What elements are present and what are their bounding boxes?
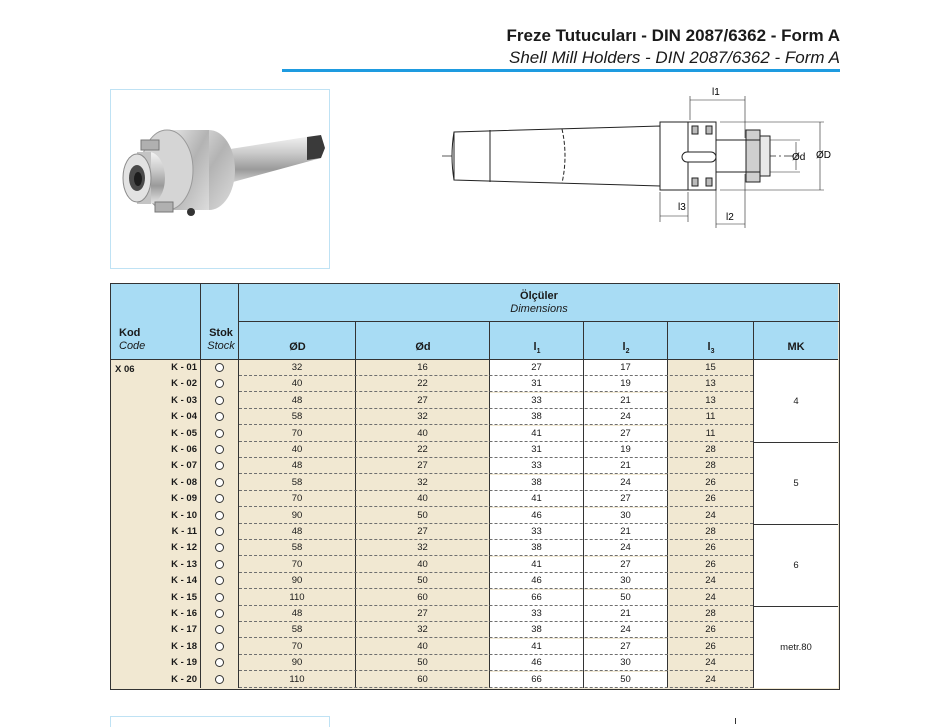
cell-d: 32	[417, 411, 428, 423]
cell-l3: 13	[705, 394, 716, 406]
cell-l2: 24	[584, 475, 667, 491]
stock-circle-icon	[215, 445, 224, 454]
col-header-D: ØD	[289, 341, 306, 353]
cell-d: 60	[417, 591, 428, 603]
row-code: K - 09	[171, 493, 197, 505]
cell-l2: 24	[584, 622, 667, 638]
cell-D: 58	[291, 411, 303, 423]
cell-l3: 28	[705, 608, 716, 619]
l2-label: l2	[726, 212, 734, 223]
dimensions-header: Ölçüler	[520, 290, 558, 302]
cell-D: 70	[291, 640, 303, 652]
table-row	[111, 376, 838, 392]
cell-l3: 28	[705, 526, 716, 537]
cell-d: 27	[417, 460, 428, 472]
cell-d: 27	[417, 608, 428, 619]
cell-l1: 38	[490, 622, 583, 638]
row-code: K - 17	[171, 624, 197, 636]
cell-d: 40	[417, 493, 428, 505]
col-header-l2: $l_2$	[622, 341, 630, 356]
stock-circle-icon	[215, 379, 224, 388]
cell-D: 48	[291, 608, 303, 619]
cell-l2: 19	[584, 442, 667, 458]
cell-D: 48	[291, 460, 303, 472]
page-mark	[735, 718, 736, 724]
cell-d: 32	[417, 476, 428, 488]
cell-l2: 21	[584, 524, 667, 540]
cell-l1: 33	[490, 393, 583, 409]
table-row	[111, 606, 838, 622]
row-code: K - 02	[171, 378, 197, 390]
cell-l3: 26	[705, 640, 716, 652]
col-header-l1: $l_1$	[533, 341, 541, 356]
cell-D: 90	[291, 509, 303, 521]
cell-D: 32	[291, 362, 303, 373]
cell-l1: 33	[490, 524, 583, 540]
cell-l1: 41	[490, 639, 583, 655]
stock-circle-icon	[215, 429, 224, 438]
product-photo	[110, 89, 330, 269]
cell-d: 60	[417, 673, 428, 685]
cell-d: 16	[417, 362, 428, 373]
table-row	[111, 672, 838, 688]
code-header-en: Code	[119, 340, 146, 352]
cell-l3: 15	[705, 362, 716, 373]
cell-l1: 41	[490, 491, 583, 507]
cell-l3: 24	[705, 657, 716, 669]
cell-l3: 26	[705, 624, 716, 636]
cell-l2: 27	[584, 557, 667, 573]
cell-l1: 38	[490, 409, 583, 425]
cell-d: 40	[417, 640, 428, 652]
cell-l2: 30	[584, 508, 667, 524]
cell-l1: 38	[490, 540, 583, 556]
cell-l1: 31	[490, 376, 583, 392]
cell-l3: 26	[705, 493, 716, 505]
cell-l1: 33	[490, 606, 583, 622]
cell-l1: 41	[490, 426, 583, 442]
table-row	[111, 491, 838, 507]
cell-d: 50	[417, 509, 428, 521]
cell-d: 32	[417, 624, 428, 636]
row-code: K - 01	[171, 362, 197, 373]
table-row	[111, 360, 838, 376]
table-row	[111, 393, 838, 409]
cell-l3: 28	[705, 460, 716, 472]
table-row	[111, 655, 838, 671]
cell-l3: 24	[705, 575, 716, 587]
stock-circle-icon	[215, 494, 224, 503]
dimension-drawing	[440, 82, 840, 230]
stock-circle-icon	[215, 560, 224, 569]
stock-circle-icon	[215, 658, 224, 667]
table-row	[111, 508, 838, 524]
row-code: K - 13	[171, 558, 197, 570]
stock-circle-icon	[215, 675, 224, 684]
table-row	[111, 590, 838, 606]
cell-d: 27	[417, 526, 428, 537]
cell-l2: 21	[584, 458, 667, 474]
cell-l2: 17	[584, 360, 667, 376]
cell-d: 22	[417, 444, 428, 455]
row-code: K - 20	[171, 673, 197, 685]
page-title: Freze Tutucuları - DIN 2087/6362 - Form A	[506, 26, 840, 45]
cell-l2: 24	[584, 540, 667, 556]
col-header-l3: $l_3$	[707, 341, 715, 356]
cell-l2: 27	[584, 491, 667, 507]
stock-circle-icon	[215, 396, 224, 405]
cell-l1: 33	[490, 458, 583, 474]
cell-D: 58	[291, 624, 303, 636]
col-header-mk: MK	[787, 341, 805, 353]
shell-mill-holder-image	[111, 90, 329, 268]
row-code: K - 08	[171, 476, 197, 488]
cell-l1: 46	[490, 508, 583, 524]
code-header: Kod	[119, 327, 141, 339]
cell-l1: 38	[490, 475, 583, 491]
cell-l3: 24	[705, 591, 716, 603]
cell-l2: 50	[584, 672, 667, 688]
stock-circle-icon	[215, 511, 224, 520]
cell-l3: 28	[705, 444, 716, 455]
cell-D: 48	[291, 394, 303, 406]
cell-D: 70	[291, 427, 303, 439]
cell-d: 50	[417, 657, 428, 669]
table-row	[111, 622, 838, 638]
row-code: K - 14	[171, 575, 197, 587]
cell-l2: 30	[584, 655, 667, 671]
stock-circle-icon	[215, 363, 224, 372]
cell-l3: 11	[705, 427, 716, 439]
cell-D: 90	[291, 575, 303, 587]
cell-l3: 13	[705, 378, 716, 390]
row-code: K - 06	[171, 444, 197, 455]
cell-D: 58	[291, 476, 303, 488]
stock-circle-icon	[215, 576, 224, 585]
table-row	[111, 442, 838, 458]
cell-l1: 27	[490, 360, 583, 376]
row-code: K - 11	[171, 526, 197, 537]
cell-l2: 50	[584, 590, 667, 606]
next-photo-frame	[110, 716, 330, 727]
cell-l3: 24	[705, 673, 716, 685]
cell-l1: 31	[490, 442, 583, 458]
cell-l2: 19	[584, 376, 667, 392]
table-row	[111, 458, 838, 474]
cell-l3: 11	[705, 411, 716, 423]
row-code: K - 12	[171, 542, 197, 554]
cell-l2: 30	[584, 573, 667, 589]
dimensions-table	[110, 283, 840, 690]
cell-d: 40	[417, 427, 428, 439]
title-underline	[282, 69, 840, 72]
stock-circle-icon	[215, 543, 224, 552]
mk-group-3: 6	[793, 560, 799, 571]
cell-l2: 27	[584, 426, 667, 442]
table-row	[111, 475, 838, 491]
table-row	[111, 524, 838, 540]
cell-D: 40	[291, 444, 303, 455]
page-subtitle: Shell Mill Holders - DIN 2087/6362 - Form A	[509, 48, 840, 67]
cell-D: 48	[291, 526, 303, 537]
cell-d: 50	[417, 575, 428, 587]
table-row	[111, 426, 838, 442]
technical-drawing	[440, 82, 840, 230]
cell-l3: 26	[705, 542, 716, 554]
row-code: K - 05	[171, 427, 197, 439]
cell-D: 70	[291, 493, 303, 505]
row-code: K - 03	[171, 394, 197, 406]
table-row	[111, 409, 838, 425]
table-row	[111, 540, 838, 556]
row-code: K - 16	[171, 608, 197, 619]
row-code: K - 10	[171, 509, 197, 521]
small-diameter-label: Ød	[792, 152, 806, 163]
stock-circle-icon	[215, 609, 224, 618]
cell-l1: 41	[490, 557, 583, 573]
cell-D: 58	[291, 542, 303, 554]
table-row	[111, 557, 838, 573]
large-diameter-label: ØD	[816, 150, 831, 161]
stock-circle-icon	[215, 625, 224, 634]
cell-l1: 46	[490, 655, 583, 671]
cell-d: 22	[417, 378, 428, 390]
cell-l1: 66	[490, 590, 583, 606]
row-code: K - 18	[171, 640, 197, 652]
table-row	[111, 573, 838, 589]
cell-l3: 26	[705, 558, 716, 570]
stock-circle-icon	[215, 461, 224, 470]
cell-l1: 66	[490, 672, 583, 688]
stock-circle-icon	[215, 593, 224, 602]
cell-D: 110	[289, 591, 305, 603]
row-code: K - 07	[171, 460, 197, 472]
dimensions-header-en: Dimensions	[510, 303, 568, 315]
stock-circle-icon	[215, 527, 224, 536]
cell-l2: 21	[584, 393, 667, 409]
group-code: X 06	[115, 364, 135, 375]
mk-group-2: 5	[793, 478, 799, 489]
stock-circle-icon	[215, 412, 224, 421]
cell-l2: 27	[584, 639, 667, 655]
cell-l2: 21	[584, 606, 667, 622]
mk-group-4: metr.80	[780, 642, 812, 653]
stock-circle-icon	[215, 642, 224, 651]
cell-D: 90	[291, 657, 303, 669]
cell-D: 70	[291, 558, 303, 570]
stock-header-en: Stock	[207, 340, 235, 352]
table-header	[111, 284, 838, 360]
row-code: K - 04	[171, 411, 197, 423]
l3-label: l3	[678, 202, 686, 213]
row-code: K - 15	[171, 591, 197, 603]
cell-D: 40	[291, 378, 303, 390]
stock-header: Stok	[209, 327, 233, 339]
row-code: K - 19	[171, 657, 197, 669]
table-row	[111, 639, 838, 655]
cell-l3: 26	[705, 476, 716, 488]
l1-label: l1	[712, 87, 720, 98]
row-divider	[239, 687, 753, 688]
stock-circle-icon	[215, 478, 224, 487]
cell-D: 110	[289, 673, 305, 685]
cell-l3: 24	[705, 509, 716, 521]
cell-d: 32	[417, 542, 428, 554]
cell-d: 27	[417, 394, 428, 406]
cell-l2: 24	[584, 409, 667, 425]
cell-l1: 46	[490, 573, 583, 589]
mk-group-1: 4	[793, 396, 799, 407]
cell-d: 40	[417, 558, 428, 570]
col-header-d: Ød	[415, 341, 431, 353]
